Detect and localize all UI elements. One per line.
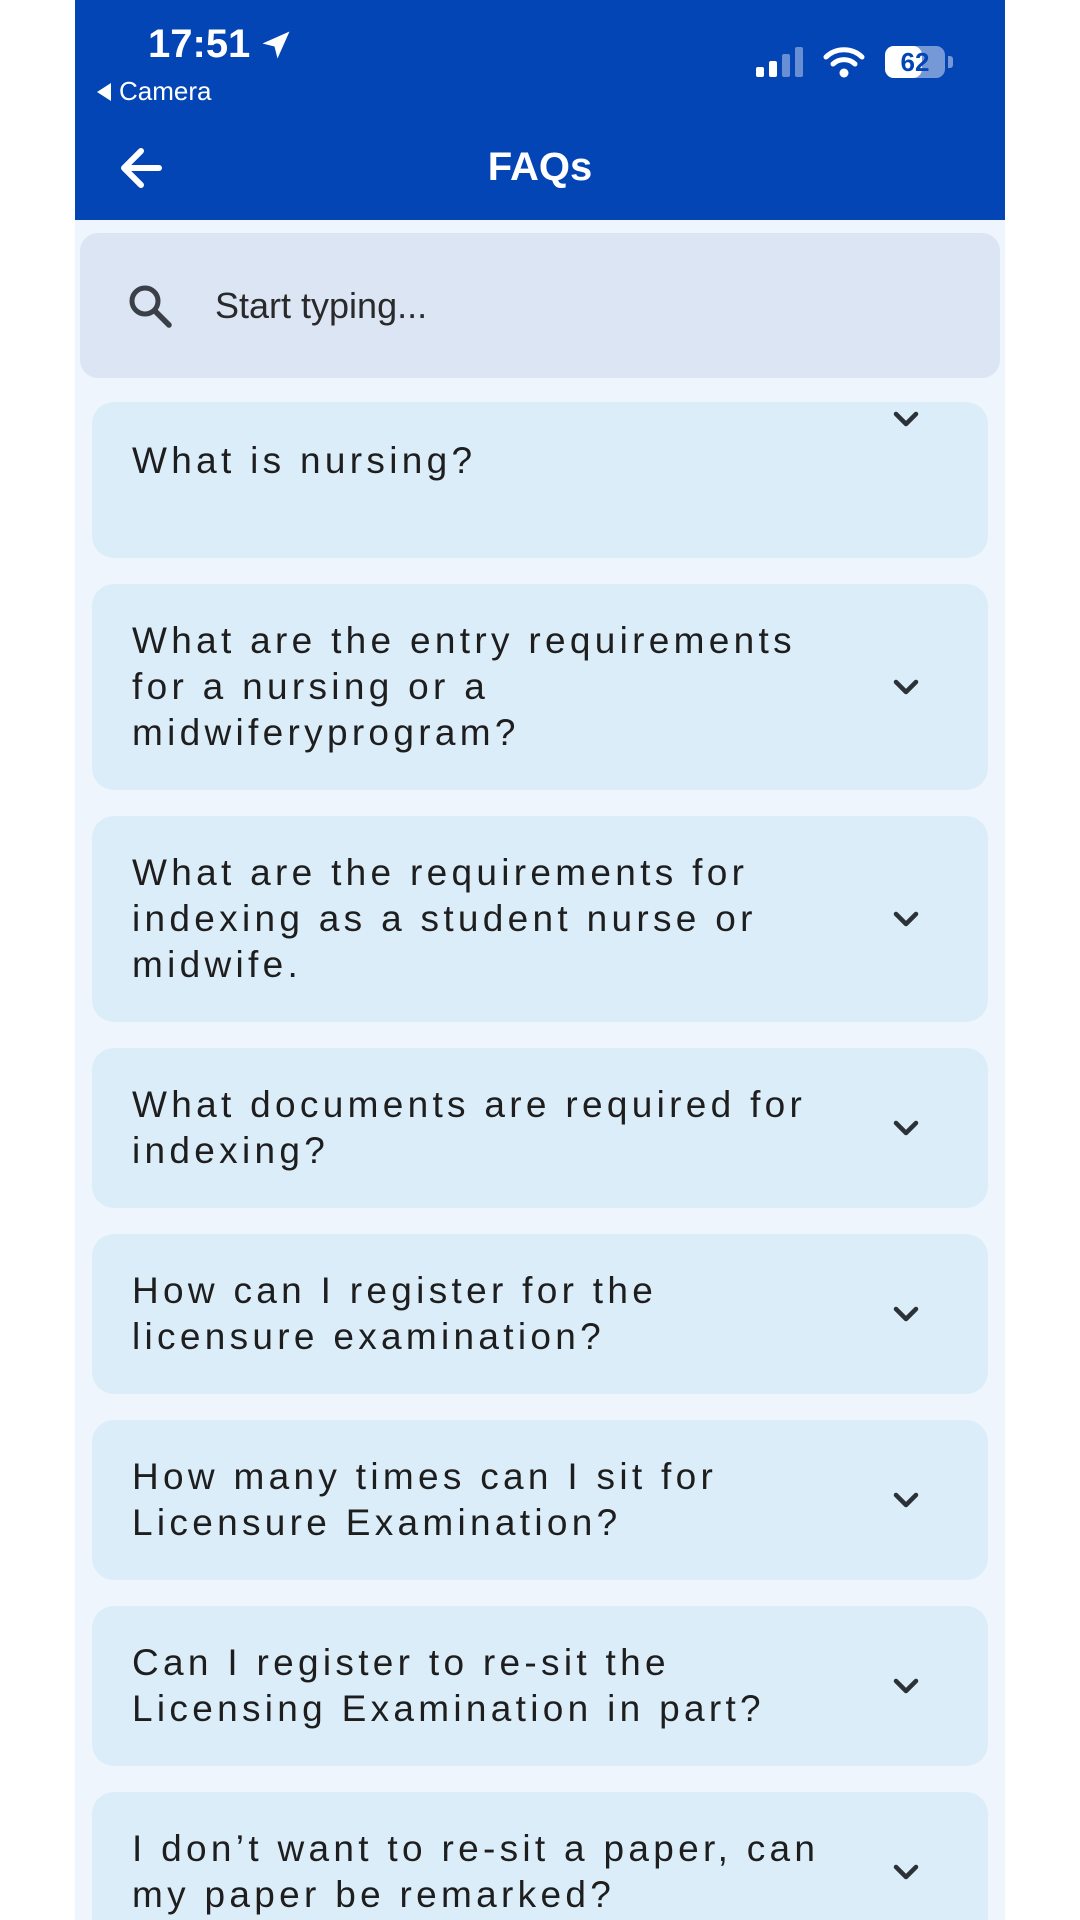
chevron-down-icon[interactable] [889, 1297, 923, 1331]
chevron-down-icon[interactable] [889, 1111, 923, 1145]
faq-question: How can I register for the licensure examination? [132, 1270, 658, 1357]
chevron-down-icon[interactable] [889, 402, 923, 436]
search-bar[interactable] [80, 233, 1000, 378]
back-triangle-icon [97, 83, 111, 101]
faq-item[interactable] [92, 402, 988, 558]
app-bar [75, 0, 1005, 220]
location-arrow-icon [258, 27, 294, 63]
faq-question: Can I register to re-sit the Licensing Examination in part? [132, 1642, 765, 1729]
search-input[interactable] [213, 284, 917, 328]
chevron-down-icon[interactable] [889, 902, 923, 936]
search-icon [125, 281, 175, 331]
chevron-down-icon[interactable] [889, 1855, 923, 1889]
cellular-signal-icon [756, 47, 803, 77]
faq-screen [75, 0, 1005, 1920]
battery-icon: 62 [885, 46, 945, 78]
chevron-down-icon[interactable] [889, 670, 923, 704]
page-title: FAQs [487, 145, 593, 189]
faq-question: What is nursing? [132, 440, 477, 481]
faq-item[interactable] [92, 1420, 988, 1580]
faq-question: What documents are required for indexing? [132, 1084, 807, 1171]
wifi-icon [823, 46, 865, 78]
faq-item[interactable] [92, 1048, 988, 1208]
faq-item[interactable] [92, 1606, 988, 1766]
status-icons [756, 46, 953, 78]
chevron-down-icon[interactable] [889, 1483, 923, 1517]
faq-item[interactable] [92, 1234, 988, 1394]
back-to-camera-link[interactable]: Camera [97, 76, 211, 107]
battery-tip [948, 56, 953, 68]
battery-indicator [885, 46, 953, 78]
faq-question: I don’t want to re-sit a paper, can my paper be remarked? [132, 1828, 820, 1915]
chevron-down-icon[interactable] [889, 1669, 923, 1703]
faq-item[interactable] [92, 816, 988, 1022]
status-time: 17:51 [148, 22, 294, 67]
faq-question: What are the entry requirements for a nursing or a midwiferyprogram? [132, 620, 796, 753]
faq-question: What are the requirements for indexing as a student nurse or midwife. [132, 852, 757, 985]
faq-list [92, 402, 988, 1920]
faq-item[interactable] [92, 584, 988, 790]
faq-item[interactable] [92, 1792, 988, 1920]
faq-question: How many times can I sit for Licensure Examination? [132, 1456, 718, 1543]
